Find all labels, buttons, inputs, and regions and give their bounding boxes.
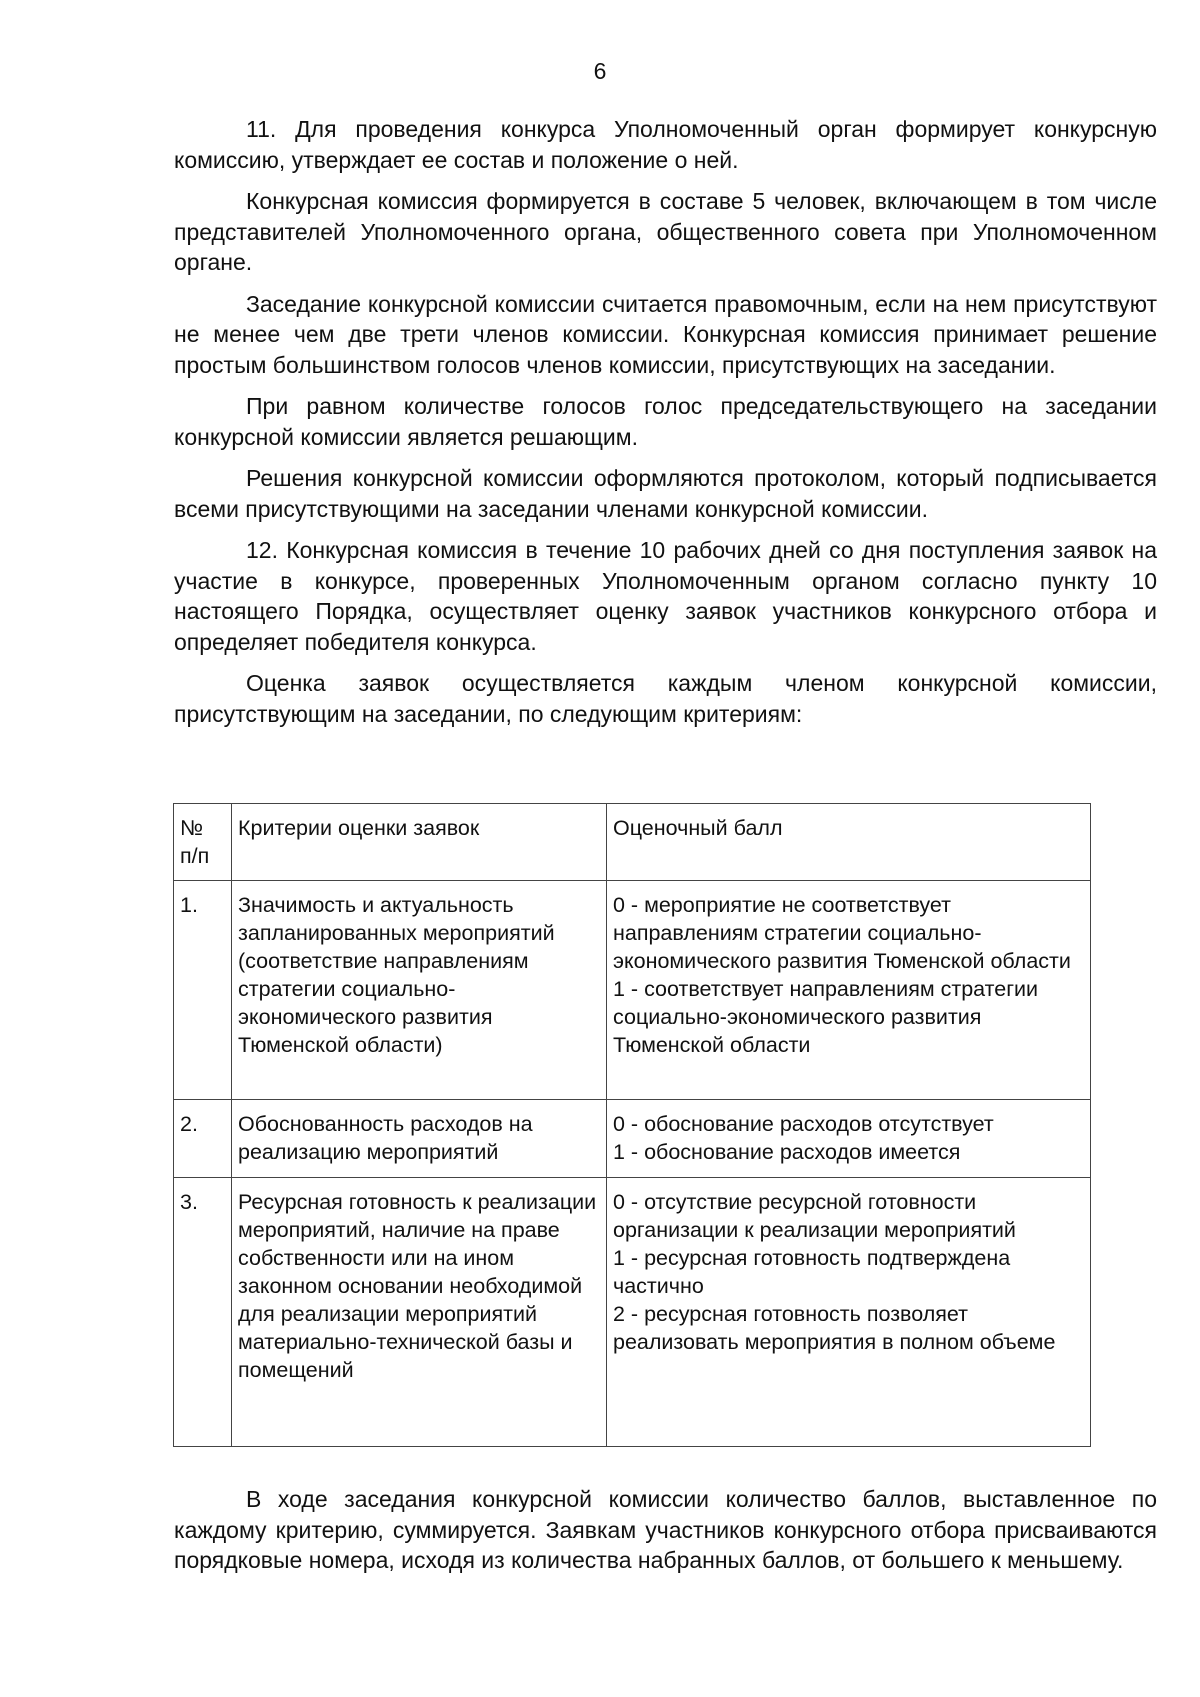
paragraph: При равном количестве голосов голос председательствующего на заседании конкурсной комиссии является решающим. bbox=[174, 393, 1157, 450]
page-number: 6 bbox=[593, 58, 607, 84]
criteria-table bbox=[173, 803, 1091, 1447]
table-row bbox=[174, 881, 1091, 1100]
cell-criterion: Значимость и актуальность запланированных мероприятий (соответствие направлениям стратегии социально-экономического развития Тюменской области) bbox=[232, 881, 607, 1100]
paragraph: Решения конкурсной комиссии оформляются протоколом, который подписывается всеми присутствующими на заседании членами конкурсной комиссии. bbox=[174, 465, 1157, 522]
cell-score: 0 - мероприятие не соответствует направлениям стратегии социально-экономического развития Тюменской области 1 - соответствует направлениям стратегии социально-экономического развития Тюменской области bbox=[607, 881, 1091, 1100]
paragraph: 11. Для проведения конкурса Уполномоченный орган формирует конкурсную комиссию, утверждает ее состав и положение о ней. bbox=[174, 116, 1157, 173]
table-row bbox=[174, 1100, 1091, 1178]
table-row bbox=[174, 1178, 1091, 1447]
body-text-top bbox=[174, 114, 1157, 740]
header-cell-criteria: Критерии оценки заявок bbox=[232, 804, 607, 881]
paragraph: Заседание конкурсной комиссии считается правомочным, если на нем присутствуют не менее чем две трети членов комиссии. Конкурсная комиссия принимает решение простым большинством голосов членов комиссии, присутствующих на заседании. bbox=[174, 290, 1157, 378]
paragraph: 12. Конкурсная комиссия в течение 10 рабочих дней со дня поступления заявок на участие в конкурсе, проверенных Уполномоченным органом согласно пункту 10 настоящего Порядка, осуществляет оценку заявок участников конкурсного отбора и определяет победителя конкурса. bbox=[174, 537, 1157, 655]
cell-criterion: Обоснованность расходов на реализацию мероприятий bbox=[232, 1100, 607, 1178]
paragraph: В ходе заседания конкурсной комиссии количество баллов, выставленное по каждому критерию, суммируется. Заявкам участников конкурсного отбора присваиваются порядковые номера, исходя из количества набранных баллов, от большего к меньшему. bbox=[174, 1486, 1157, 1573]
header-cell-number: № п/п bbox=[174, 804, 232, 881]
cell-number: 1. bbox=[174, 881, 232, 1100]
cell-score: 0 - отсутствие ресурсной готовности организации к реализации мероприятий 1 - ресурсная готовность подтверждена частично 2 - ресурсная готовность позволяет реализовать мероприятия в полном объеме bbox=[607, 1178, 1091, 1447]
cell-number: 3. bbox=[174, 1178, 232, 1447]
header-cell-score: Оценочный балл bbox=[607, 804, 1091, 881]
cell-criterion: Ресурсная готовность к реализации мероприятий, наличие на праве собственности или на ином законном основании необходимой для реализации мероприятий материально-технической базы и помещений bbox=[232, 1178, 607, 1447]
body-text-bottom bbox=[174, 1484, 1157, 1587]
paragraph: Конкурсная комиссия формируется в составе 5 человек, включающем в том числе представителей Уполномоченного органа, общественного совета при Уполномоченном органе. bbox=[174, 188, 1157, 275]
paragraph: Оценка заявок осуществляется каждым членом конкурсной комиссии, присутствующим на заседании, по следующим критериям: bbox=[174, 670, 1157, 727]
cell-score: 0 - обоснование расходов отсутствует 1 - обоснование расходов имеется bbox=[607, 1100, 1091, 1178]
table-header-row bbox=[174, 804, 1091, 881]
cell-number: 2. bbox=[174, 1100, 232, 1178]
